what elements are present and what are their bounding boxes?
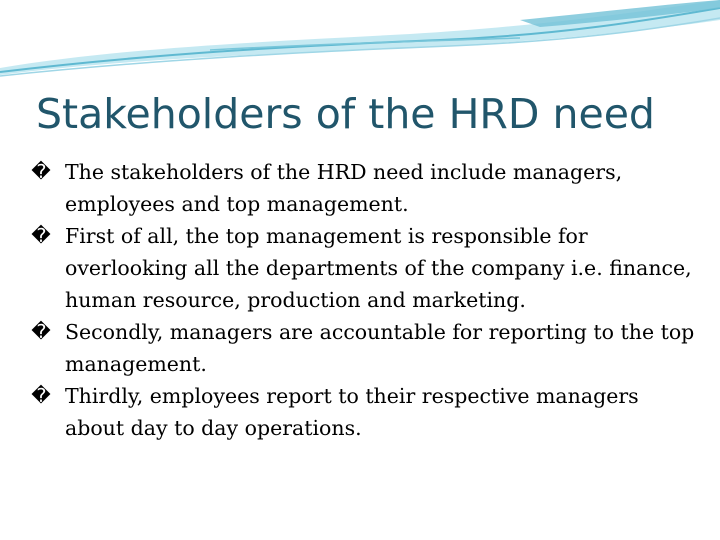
slide-title: Stakeholders of the HRD need <box>36 90 655 138</box>
bullet-text: First of all, the top management is responsible for overlooking all the departments of the company i.e. finance, human resource, production and marketing. <box>65 224 692 312</box>
bullet-item <box>30 316 700 380</box>
bullet-item <box>30 380 700 444</box>
bullet-marker-icon: � <box>31 161 51 183</box>
bullet-text: Secondly, managers are accountable for reporting to the top management. <box>65 320 695 376</box>
bullet-text: Thirdly, employees report to their respective managers about day to day operations. <box>65 384 639 440</box>
bullet-item <box>30 220 700 316</box>
bullet-marker-icon: � <box>31 321 51 343</box>
bullet-text: The stakeholders of the HRD need include managers, employees and top management. <box>65 160 623 216</box>
bullet-list <box>30 156 700 444</box>
wave-header-decoration <box>0 0 720 90</box>
bullet-marker-icon: � <box>31 385 51 407</box>
bullet-item <box>30 156 700 220</box>
bullet-marker-icon: � <box>31 225 51 247</box>
